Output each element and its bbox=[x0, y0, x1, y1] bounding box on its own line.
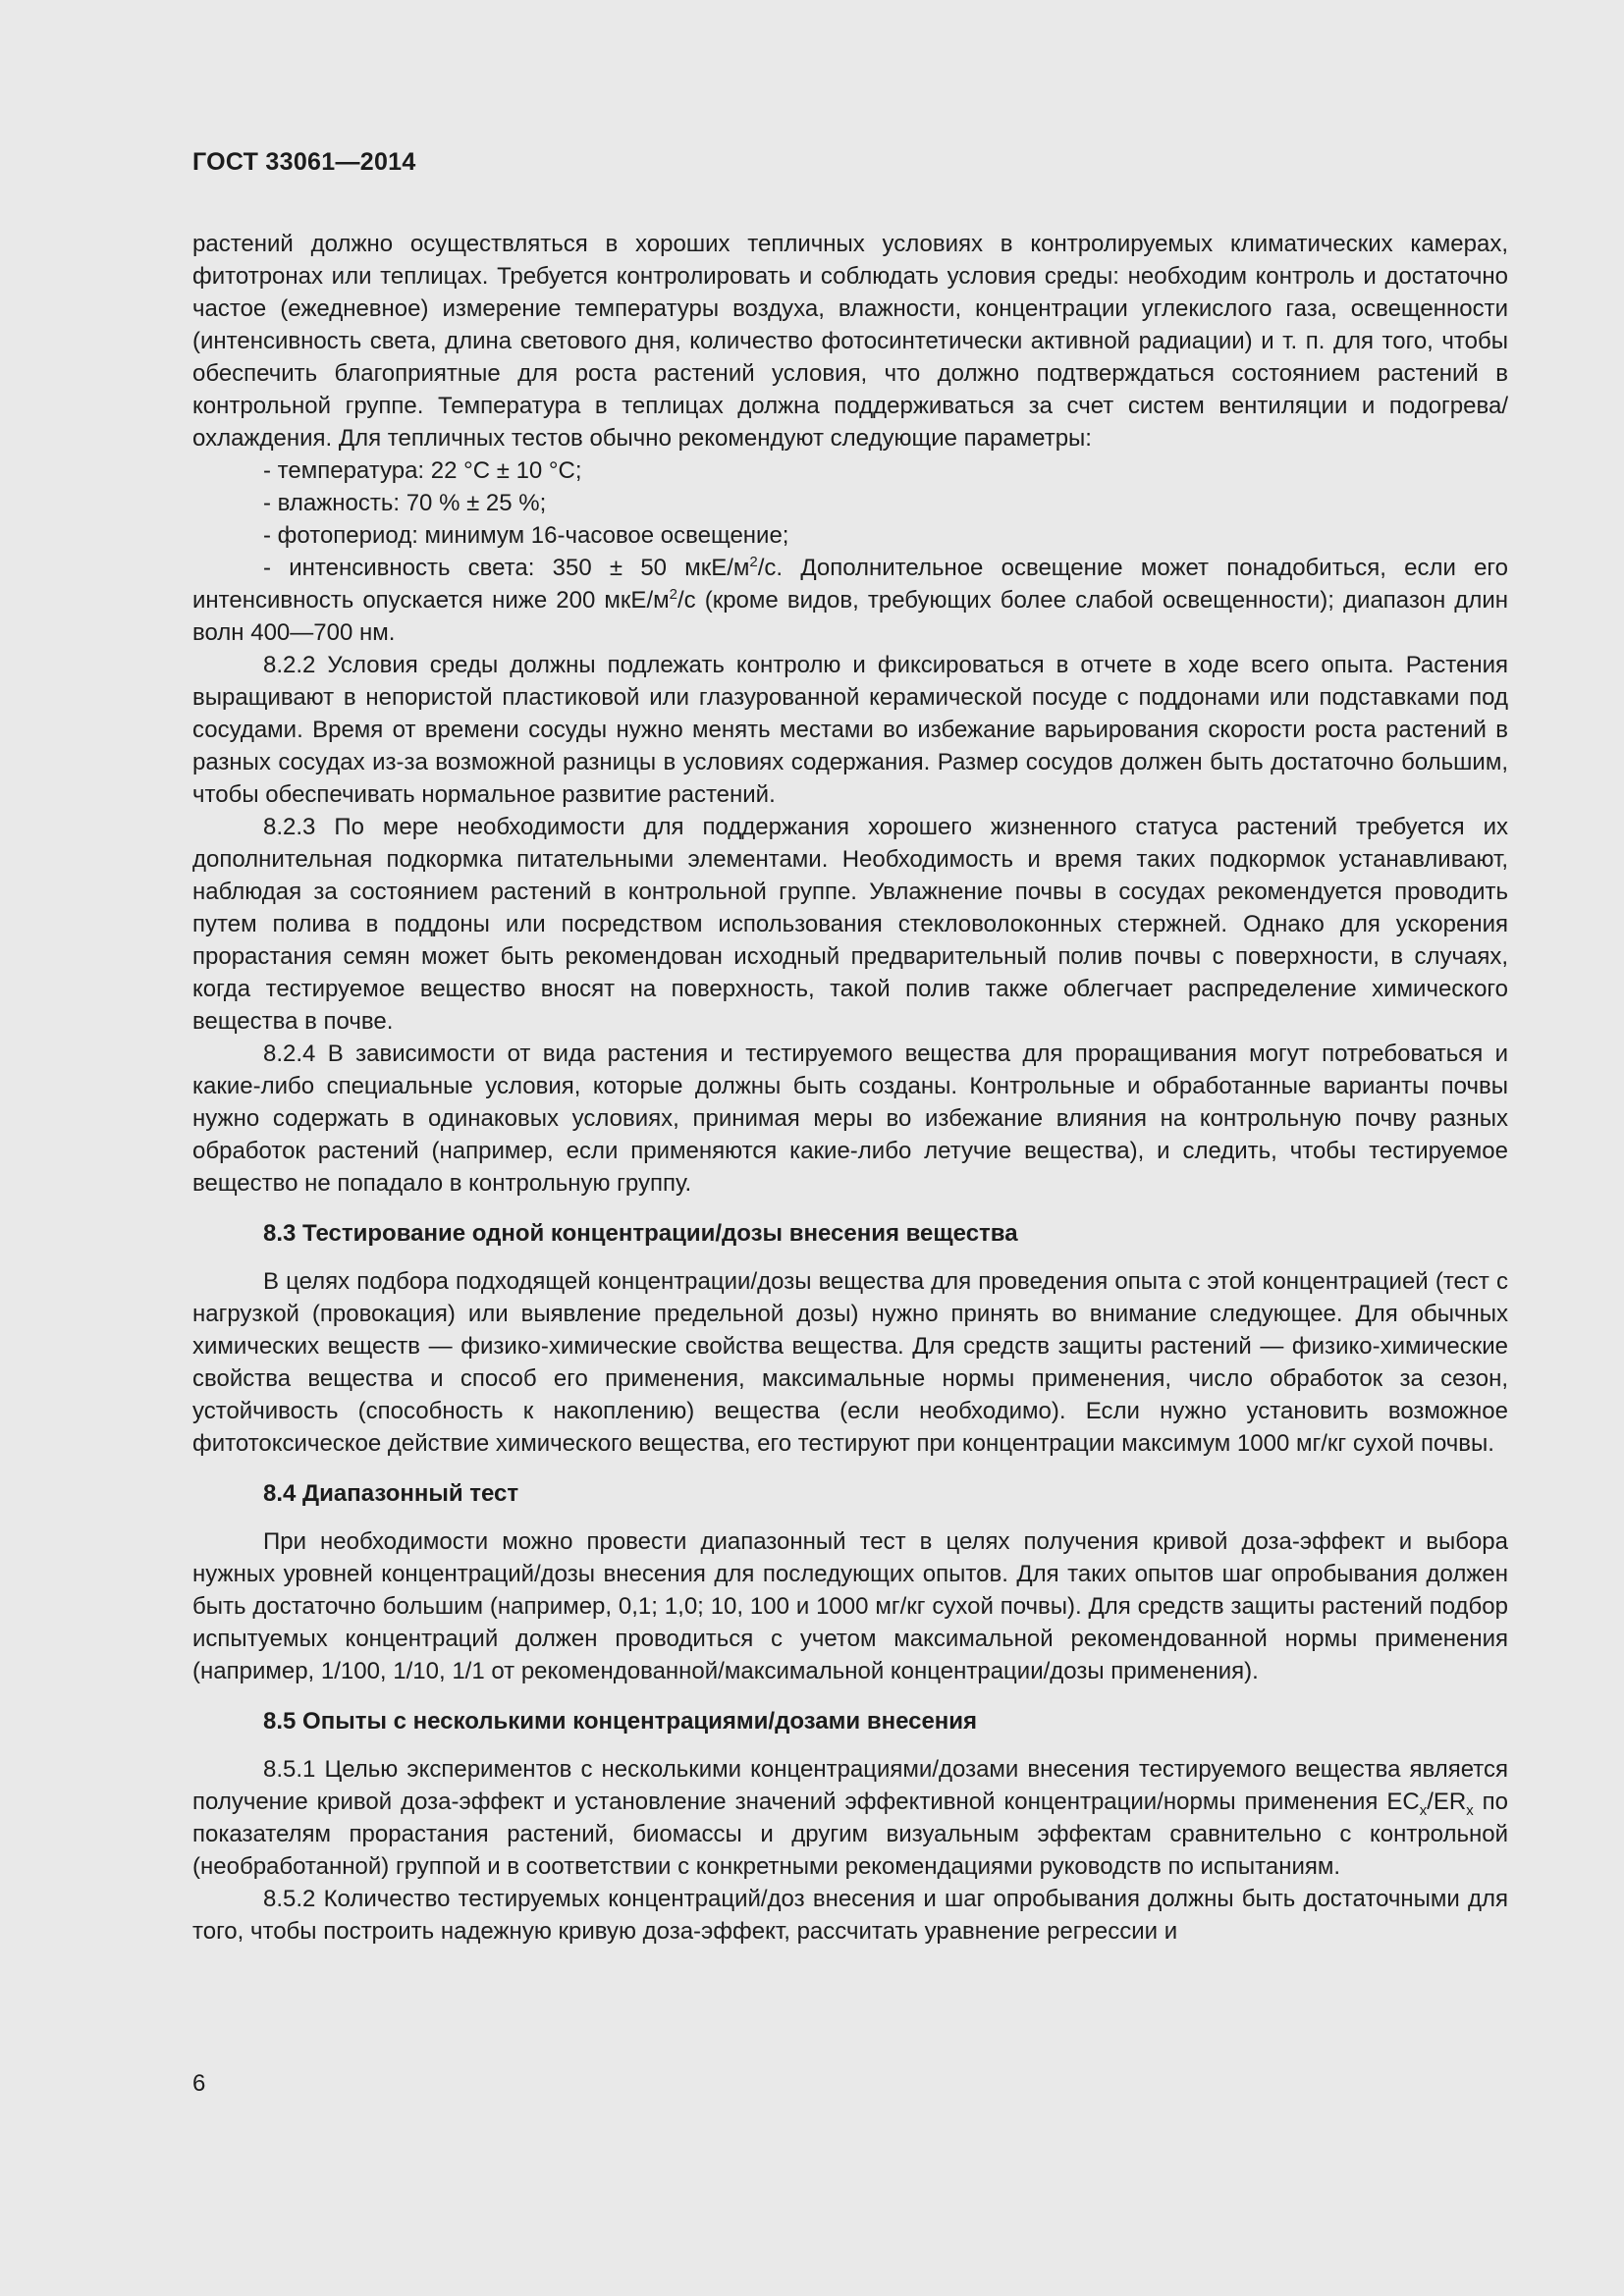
intro-paragraph: растений должно осуществляться в хороших тепличных условиях в контролируемых климатических камерах, фитотронах или теплицах. Требуется контролировать и соблюдать условия среды: необходим контроль и достаточно частое (ежедневное) измерение температуры воздуха, влажности, концентрации углекислого газа, освещенности (интенсивность света, длина светового дня, количество фотосинтетически активной радиации) и т. п. для того, чтобы обеспечить благоприятные для роста растений условия, что должно подтверждаться состоянием растений в контрольной группе. Температура в теплицах должна поддерживаться за счет систем вентиляции и подогрева/охлаждения. Для тепличных тестов обычно рекомендуют следующие параметры: bbox=[192, 231, 1508, 452]
paragraph-8-4: При необходимости можно провести диапазонный тест в целях получения кривой доза-эффект и выбора нужных уровней концентраций/дозы внесения для последующих опытов. Для таких опытов шаг опробывания должен быть достаточно большим (например, 0,1; 1,0; 10, 100 и 1000 мг/кг сухой почвы). Для средств защиты растений подбор испытуемых концентраций должен проводиться с учетом максимальной рекомендованной нормы применения (например, 1/100, 1/10, 1/1 от рекомендованной/максимальной концентрации/дозы применения). bbox=[192, 1528, 1508, 1684]
heading-8-3: 8.3 Тестирование одной концентрации/дозы внесения вещества bbox=[263, 1220, 1018, 1247]
param-temperature: - температура: 22 °С ± 10 °С; bbox=[263, 457, 582, 484]
paragraph-8-5-2: 8.5.2 Количество тестируемых концентраций/доз внесения и шаг опробывания должны быть достаточными для того, чтобы построить надежную кривую доза-эффект, рассчитать уравнение регрессии и bbox=[192, 1886, 1508, 1945]
paragraph-8-5-1: 8.5.1 Целью экспериментов с несколькими концентрациями/дозами внесения тестируемого вещества является получение кривой доза-эффект и установление значений эффективной концентрации/нормы применения $EC_x/ER_x$ по показателям прорастания растений, биомассы и другим визуальным эффектам сравнительно с контрольной (необработанной) группой и в соответствии с конкретными рекомендациями руководств по испытаниям. bbox=[192, 1756, 1509, 1880]
paragraph-8-3: В целях подбора подходящей концентрации/дозы вещества для проведения опыта с этой концентрацией (тест с нагрузкой (провокация) или выявление предельной дозы) нужно принять во внимание следующее. Для обычных химических веществ — физико-химические свойства вещества. Для средств защиты растений — физико-химические свойства вещества и способ его применения, максимальные нормы применения, число обработок за сезон, устойчивость (способность к накоплению) вещества (если необходимо). Если нужно установить возможное фитотоксическое действие химического вещества, его тестируют при концентрации максимум 1000 мг/кг сухой почвы. bbox=[192, 1268, 1508, 1457]
heading-8-5: 8.5 Опыты с несколькими концентрациями/дозами внесения bbox=[263, 1708, 978, 1735]
paragraph-8-2-2: 8.2.2 Условия среды должны подлежать контролю и фиксироваться в отчете в ходе всего опыта. Растения выращивают в непористой пластиковой или глазурованной керамической посуде с поддонами или подставками под сосудами. Время от времени сосуды нужно менять местами во избежание варьирования скорости роста растений в разных сосудах из-за возможной разницы в условиях содержания. Размер сосудов должен быть достаточно большим, чтобы обеспечивать нормальное развитие растений. bbox=[192, 652, 1508, 808]
page-number: 6 bbox=[192, 2070, 206, 2097]
document-code: ГОСТ 33061—2014 bbox=[192, 148, 416, 176]
param-light-intensity: - интенсивность света: 350 ± 50 мкЕ/$м^2/с$. Дополнительное освещение может понадобиться, если его интенсивность опускается ниже 200 мкЕ/$м^2/с$ (кроме видов, требующих более слабой освещенности); диапазон длин волн 400—700 нм. bbox=[192, 554, 1508, 646]
heading-8-4: 8.4 Диапазонный тест bbox=[263, 1480, 519, 1507]
document-page bbox=[192, 147, 1508, 2110]
document-body bbox=[192, 228, 1508, 1948]
param-photoperiod: - фотопериод: минимум 16-часовое освещение; bbox=[263, 522, 789, 549]
paragraph-8-2-3: 8.2.3 По мере необходимости для поддержания хорошего жизненного статуса растений требуется их дополнительная подкормка питательными элементами. Необходимость и время таких подкормок устанавливают, наблюдая за состоянием растений в контрольной группе. Увлажнение почвы в сосудах рекомендуется проводить путем полива в поддоны или посредством использования стекловолоконных стержней. Однако для ускорения прорастания семян может быть рекомендован исходный предварительный полив почвы с поверхности, в случаях, когда тестируемое вещество вносят на поверхность, такой полив также облегчает распределение химического вещества в почве. bbox=[192, 814, 1508, 1035]
paragraph-8-2-4: 8.2.4 В зависимости от вида растения и тестируемого вещества для проращивания могут потребоваться и какие-либо специальные условия, которые должны быть созданы. Контрольные и обработанные варианты почвы нужно содержать в одинаковых условиях, принимая меры во избежание влияния на контрольную почву разных обработок растений (например, если применяются какие-либо летучие вещества), и следить, чтобы тестируемое вещество не попадало в контрольную группу. bbox=[192, 1041, 1508, 1197]
param-humidity: - влажность: 70 % ± 25 %; bbox=[263, 490, 547, 516]
